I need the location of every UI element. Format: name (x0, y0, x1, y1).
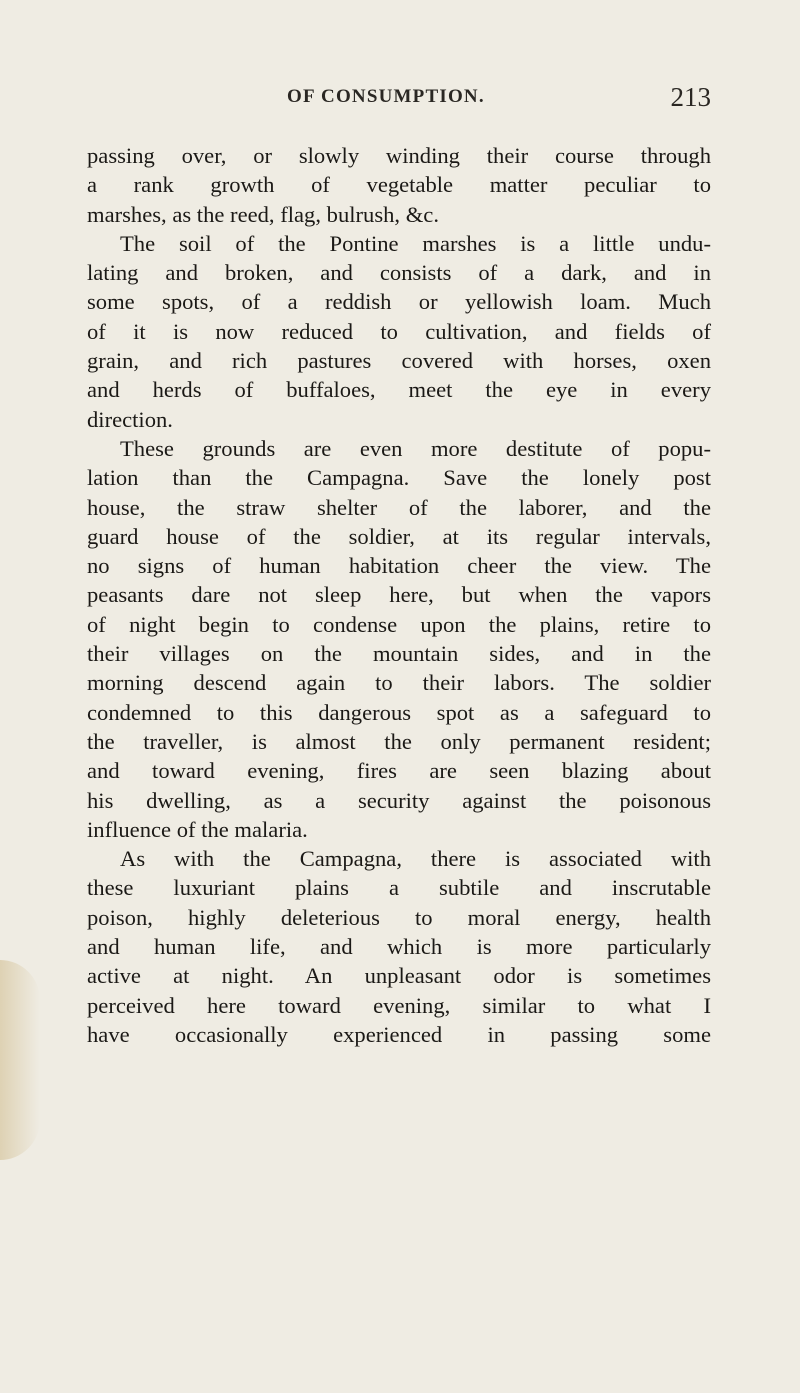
text-line: lation than the Campagna. Save the lonely post (87, 465, 711, 491)
text-line: grain, and rich pastures covered with horses, oxen (87, 348, 711, 374)
text-line: As with the Campagna, there is associated with (120, 846, 711, 872)
text-line: influence of the malaria. (87, 816, 308, 842)
text-line: and herds of buffaloes, meet the eye in every (87, 377, 711, 403)
text-line: no signs of human habitation cheer the view. The (87, 553, 711, 579)
text-line: of night begin to condense upon the plains, retire to (87, 611, 711, 637)
text-line: house, the straw shelter of the laborer, and the (87, 494, 711, 520)
running-title: OF CONSUMPTION. (287, 86, 485, 107)
text-line: these luxuriant plains a subtile and inscrutable (87, 875, 711, 901)
page-header (87, 82, 711, 122)
text-line: peasants dare not sleep here, but when the vapors (87, 582, 711, 608)
text-line: condemned to this dangerous spot as a safeguard to (87, 699, 711, 725)
page-stain (0, 960, 40, 1160)
text-line: direction. (87, 406, 173, 432)
text-line: The soil of the Pontine marshes is a little undu- (120, 230, 711, 256)
text-line: their villages on the mountain sides, and in the (87, 641, 711, 667)
page-number: 213 (670, 82, 711, 112)
text-line: passing over, or slowly winding their course through (87, 143, 711, 168)
text-line: guard house of the soldier, at its regular intervals, (87, 523, 711, 549)
text-line: active at night. An unpleasant odor is sometimes (87, 963, 711, 989)
text-line: the traveller, is almost the only permanent resident; (87, 728, 711, 754)
text-line: lating and broken, and consists of a dark, and in (87, 260, 711, 286)
text-line: some spots, of a reddish or yellowish loam. Much (87, 289, 711, 315)
text-line: perceived here toward evening, similar to what I (87, 992, 711, 1018)
text-line: marshes, as the reed, flag, bulrush, &c. (87, 201, 439, 227)
text-line: his dwelling, as a security against the poisonous (87, 787, 711, 813)
text-line: a rank growth of vegetable matter peculiar to (87, 172, 711, 198)
text-line: of it is now reduced to cultivation, and fields of (87, 318, 711, 344)
text-line: and toward evening, fires are seen blazing about (87, 758, 711, 784)
body-text (87, 141, 711, 1049)
text-line: morning descend again to their labors. The soldier (87, 670, 711, 696)
text-line: have occasionally experienced in passing some (87, 1021, 711, 1047)
text-line: poison, highly deleterious to moral energy, health (87, 904, 711, 930)
text-line: and human life, and which is more particularly (87, 934, 711, 960)
text-line: These grounds are even more destitute of popu- (120, 435, 711, 461)
